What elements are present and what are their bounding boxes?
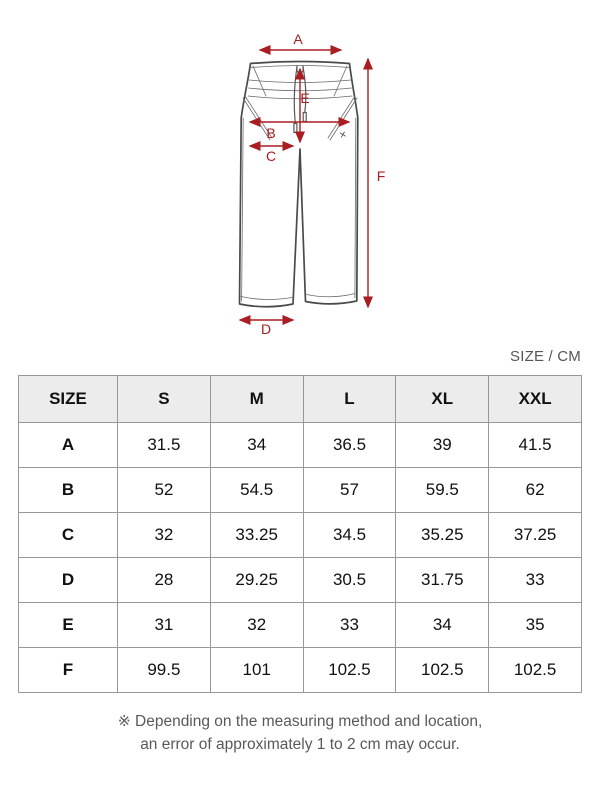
- header-l: L: [303, 376, 396, 423]
- cell-e-xl: 34: [396, 603, 489, 648]
- dim-label-d: D: [260, 321, 272, 337]
- table-row-d: [19, 558, 582, 603]
- cell-a-xl: 39: [396, 423, 489, 468]
- cell-c-xxl: 37.25: [489, 513, 582, 558]
- cell-d-xl: 31.75: [396, 558, 489, 603]
- cell-e-l: 33: [303, 603, 396, 648]
- brand-logo-icon: ✕: [338, 129, 348, 141]
- header-s: S: [118, 376, 211, 423]
- cell-d-m: 29.25: [210, 558, 303, 603]
- table-row-e: [19, 603, 582, 648]
- dim-label-e: E: [300, 90, 310, 106]
- cell-e-m: 32: [210, 603, 303, 648]
- table-row-b: [19, 468, 582, 513]
- cell-e-xxl: 35: [489, 603, 582, 648]
- row-label-c: C: [19, 513, 118, 558]
- header-xxl: XXL: [489, 376, 582, 423]
- cell-f-s: 99.5: [118, 648, 211, 693]
- unit-label: SIZE / CM: [510, 348, 581, 365]
- header-size: SIZE: [19, 376, 118, 423]
- dim-label-a: A: [293, 31, 303, 47]
- header-xl: XL: [396, 376, 489, 423]
- size-table: [18, 375, 582, 693]
- cell-c-s: 32: [118, 513, 211, 558]
- cell-f-m: 101: [210, 648, 303, 693]
- dim-label-c: C: [265, 148, 277, 164]
- table-row-f: [19, 648, 582, 693]
- size-table-header-row: [19, 376, 582, 423]
- cell-d-l: 30.5: [303, 558, 396, 603]
- cell-c-m: 33.25: [210, 513, 303, 558]
- pants-measurement-diagram: [0, 0, 600, 344]
- cell-b-m: 54.5: [210, 468, 303, 513]
- row-label-e: E: [19, 603, 118, 648]
- cell-e-s: 31: [118, 603, 211, 648]
- cell-c-l: 34.5: [303, 513, 396, 558]
- cell-a-l: 36.5: [303, 423, 396, 468]
- dim-label-f: F: [376, 168, 386, 184]
- table-row-c: [19, 513, 582, 558]
- cell-d-s: 28: [118, 558, 211, 603]
- pants-diagram-svg: [0, 0, 600, 344]
- cell-b-s: 52: [118, 468, 211, 513]
- row-label-a: A: [19, 423, 118, 468]
- disclaimer-line-2: an error of approximately 1 to 2 cm may occur.: [140, 736, 460, 753]
- row-label-d: D: [19, 558, 118, 603]
- row-label-b: B: [19, 468, 118, 513]
- pants-outline-drawing: [240, 62, 358, 307]
- disclaimer-line-1: ※ Depending on the measuring method and location,: [117, 713, 483, 730]
- cell-f-xl: 102.5: [396, 648, 489, 693]
- measurement-disclaimer: [0, 710, 600, 756]
- cell-f-xxl: 102.5: [489, 648, 582, 693]
- cell-c-xl: 35.25: [396, 513, 489, 558]
- cell-a-xxl: 41.5: [489, 423, 582, 468]
- header-m: M: [210, 376, 303, 423]
- row-label-f: F: [19, 648, 118, 693]
- dim-label-b: B: [266, 125, 276, 141]
- cell-a-s: 31.5: [118, 423, 211, 468]
- cell-f-l: 102.5: [303, 648, 396, 693]
- cell-a-m: 34: [210, 423, 303, 468]
- cell-b-xxl: 62: [489, 468, 582, 513]
- cell-d-xxl: 33: [489, 558, 582, 603]
- cell-b-l: 57: [303, 468, 396, 513]
- cell-b-xl: 59.5: [396, 468, 489, 513]
- table-row-a: [19, 423, 582, 468]
